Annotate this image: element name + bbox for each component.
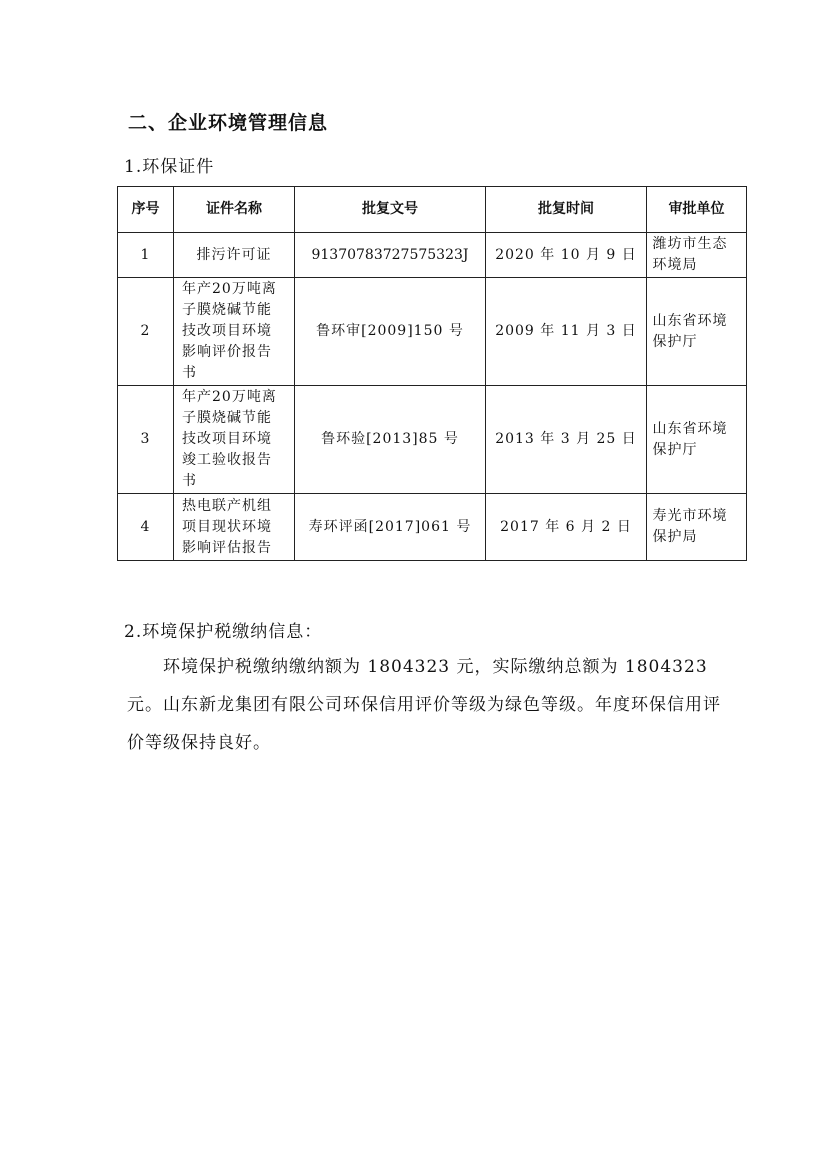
header-doc-no: 批复文号 bbox=[295, 187, 486, 233]
tax-title: 2.环境保护税缴纳信息： bbox=[124, 622, 323, 642]
cell-date: 2020 年 10 月 9 日 bbox=[486, 233, 647, 278]
table-row bbox=[118, 278, 747, 386]
cell-authority bbox=[647, 386, 747, 494]
cell-name bbox=[174, 278, 295, 386]
cell-no: 2 bbox=[118, 278, 174, 386]
cell-doc-no: 鲁环审[2009]150 号 bbox=[295, 278, 486, 386]
header-authority: 审批单位 bbox=[647, 187, 747, 233]
cell-authority-text: 山东省环境保护厅 bbox=[652, 420, 728, 458]
cell-no: 1 bbox=[118, 233, 174, 278]
cell-authority-text: 寿光市环境保护局 bbox=[652, 508, 728, 545]
cell-authority bbox=[647, 494, 747, 561]
cell-name: 排污许可证 bbox=[174, 233, 295, 278]
cell-date: 2017 年 6 月 2 日 bbox=[486, 494, 647, 561]
cell-authority bbox=[647, 233, 747, 278]
cell-name-text: 年产20万吨离子膜烧碱节能技改项目环境影响评价报告书 bbox=[182, 281, 277, 381]
header-no: 序号 bbox=[118, 187, 174, 233]
table-header-row bbox=[118, 187, 747, 233]
cell-date: 2013 年 3 月 25 日 bbox=[486, 386, 647, 494]
cell-date: 2009 年 11 月 3 日 bbox=[486, 278, 647, 386]
header-date: 批复时间 bbox=[486, 187, 647, 233]
cell-doc-no: 鲁环验[2013]85 号 bbox=[295, 386, 486, 494]
certificates-title: 1.环保证件 bbox=[124, 157, 215, 177]
cell-doc-no: 寿环评函[2017]061 号 bbox=[295, 494, 486, 561]
cell-authority-text: 潍坊市生态环境局 bbox=[652, 236, 728, 273]
cell-authority bbox=[647, 278, 747, 386]
cell-authority-text: 山东省环境保护厅 bbox=[652, 312, 728, 350]
cell-no: 3 bbox=[118, 386, 174, 494]
cell-name-text: 热电联产机组项目现状环境影响评估报告 bbox=[182, 497, 272, 556]
cell-no: 4 bbox=[118, 494, 174, 561]
table-row bbox=[118, 233, 747, 278]
cell-name bbox=[174, 494, 295, 561]
table-row bbox=[118, 386, 747, 494]
table-row bbox=[118, 494, 747, 561]
header-name: 证件名称 bbox=[174, 187, 295, 233]
cell-doc-no: 91370783727575323J bbox=[295, 233, 486, 278]
tax-body-text: 环境保护税缴纳缴纳额为 1804323 元，实际缴纳总额为 1804323 元。山东新龙集团有限公司环保信用评价等级为绿色等级。年度环保信用评价等级保持良好。 bbox=[127, 657, 721, 753]
cell-name-text: 年产20万吨离子膜烧碱节能技改项目环境竣工验收报告书 bbox=[182, 389, 277, 489]
certificates-table bbox=[117, 186, 747, 561]
tax-body bbox=[127, 648, 727, 762]
cell-name bbox=[174, 386, 295, 494]
section-title: 二、企业环境管理信息 bbox=[128, 112, 329, 134]
